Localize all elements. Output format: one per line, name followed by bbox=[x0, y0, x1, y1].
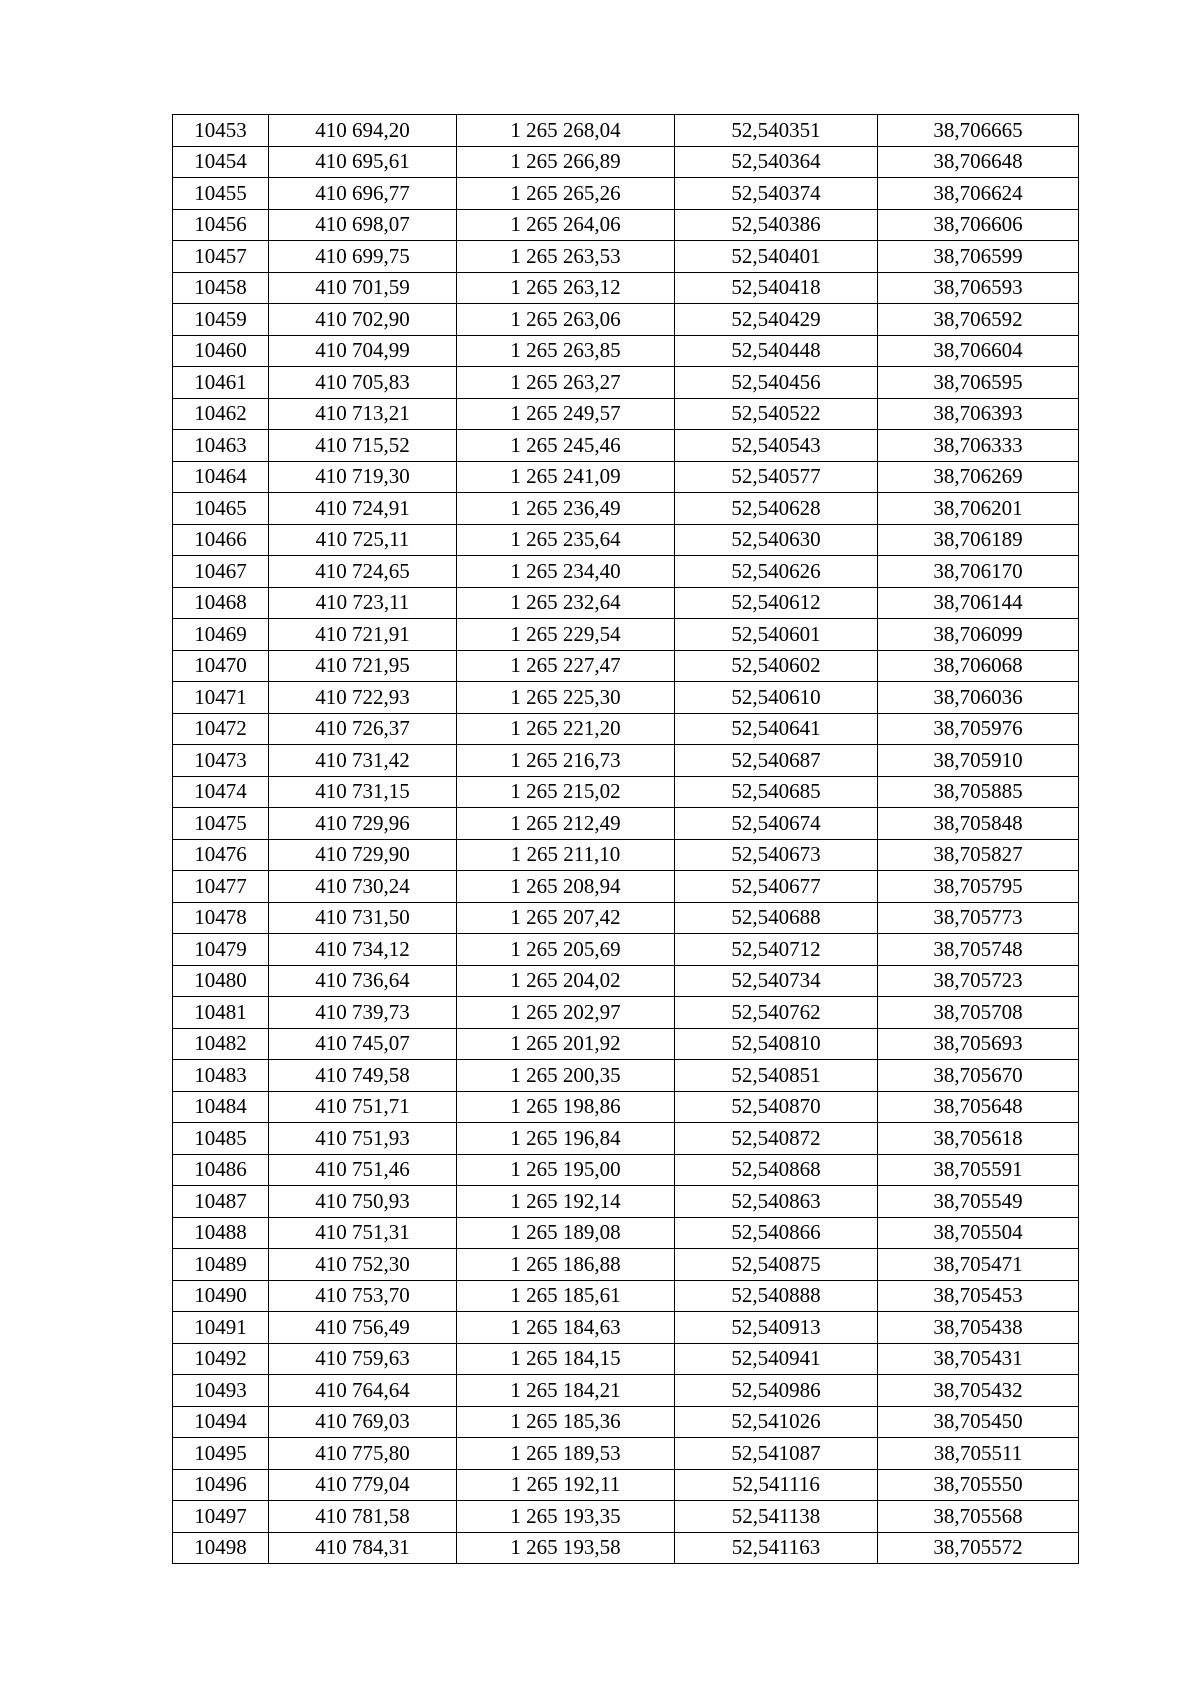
x-coordinate-cell: 410 696,77 bbox=[269, 178, 457, 210]
latitude-cell: 52,540872 bbox=[675, 1123, 878, 1155]
table-row bbox=[173, 335, 1079, 367]
x-coordinate-cell: 410 731,15 bbox=[269, 776, 457, 808]
table-row bbox=[173, 839, 1079, 871]
x-coordinate-cell: 410 721,95 bbox=[269, 650, 457, 682]
point-number-cell: 10464 bbox=[173, 461, 269, 493]
latitude-cell: 52,540712 bbox=[675, 934, 878, 966]
point-number-cell: 10467 bbox=[173, 556, 269, 588]
longitude-cell: 38,705795 bbox=[878, 871, 1079, 903]
longitude-cell: 38,705618 bbox=[878, 1123, 1079, 1155]
y-coordinate-cell: 1 265 263,12 bbox=[457, 272, 675, 304]
point-number-cell: 10469 bbox=[173, 619, 269, 651]
point-number-cell: 10479 bbox=[173, 934, 269, 966]
point-number-cell: 10498 bbox=[173, 1532, 269, 1564]
table-row bbox=[173, 965, 1079, 997]
point-number-cell: 10490 bbox=[173, 1280, 269, 1312]
point-number-cell: 10485 bbox=[173, 1123, 269, 1155]
x-coordinate-cell: 410 724,65 bbox=[269, 556, 457, 588]
longitude-cell: 38,705723 bbox=[878, 965, 1079, 997]
x-coordinate-cell: 410 729,90 bbox=[269, 839, 457, 871]
point-number-cell: 10476 bbox=[173, 839, 269, 871]
latitude-cell: 52,540401 bbox=[675, 241, 878, 273]
point-number-cell: 10460 bbox=[173, 335, 269, 367]
latitude-cell: 52,540543 bbox=[675, 430, 878, 462]
table-row bbox=[173, 1375, 1079, 1407]
longitude-cell: 38,705827 bbox=[878, 839, 1079, 871]
x-coordinate-cell: 410 749,58 bbox=[269, 1060, 457, 1092]
x-coordinate-cell: 410 769,03 bbox=[269, 1406, 457, 1438]
y-coordinate-cell: 1 265 208,94 bbox=[457, 871, 675, 903]
longitude-cell: 38,706393 bbox=[878, 398, 1079, 430]
table-row bbox=[173, 650, 1079, 682]
y-coordinate-cell: 1 265 268,04 bbox=[457, 115, 675, 147]
y-coordinate-cell: 1 265 266,89 bbox=[457, 146, 675, 178]
table-row bbox=[173, 556, 1079, 588]
table-row bbox=[173, 1154, 1079, 1186]
x-coordinate-cell: 410 724,91 bbox=[269, 493, 457, 525]
table-row bbox=[173, 871, 1079, 903]
y-coordinate-cell: 1 265 200,35 bbox=[457, 1060, 675, 1092]
latitude-cell: 52,540870 bbox=[675, 1091, 878, 1123]
longitude-cell: 38,705910 bbox=[878, 745, 1079, 777]
longitude-cell: 38,706036 bbox=[878, 682, 1079, 714]
y-coordinate-cell: 1 265 185,61 bbox=[457, 1280, 675, 1312]
longitude-cell: 38,705432 bbox=[878, 1375, 1079, 1407]
x-coordinate-cell: 410 701,59 bbox=[269, 272, 457, 304]
longitude-cell: 38,706189 bbox=[878, 524, 1079, 556]
point-number-cell: 10465 bbox=[173, 493, 269, 525]
latitude-cell: 52,541116 bbox=[675, 1469, 878, 1501]
longitude-cell: 38,706595 bbox=[878, 367, 1079, 399]
latitude-cell: 52,540602 bbox=[675, 650, 878, 682]
x-coordinate-cell: 410 764,64 bbox=[269, 1375, 457, 1407]
latitude-cell: 52,540851 bbox=[675, 1060, 878, 1092]
table-row bbox=[173, 493, 1079, 525]
latitude-cell: 52,540522 bbox=[675, 398, 878, 430]
x-coordinate-cell: 410 779,04 bbox=[269, 1469, 457, 1501]
y-coordinate-cell: 1 265 263,27 bbox=[457, 367, 675, 399]
x-coordinate-cell: 410 751,46 bbox=[269, 1154, 457, 1186]
y-coordinate-cell: 1 265 195,00 bbox=[457, 1154, 675, 1186]
table-row bbox=[173, 209, 1079, 241]
x-coordinate-cell: 410 731,42 bbox=[269, 745, 457, 777]
table-row bbox=[173, 745, 1079, 777]
longitude-cell: 38,705450 bbox=[878, 1406, 1079, 1438]
point-number-cell: 10453 bbox=[173, 115, 269, 147]
point-number-cell: 10461 bbox=[173, 367, 269, 399]
y-coordinate-cell: 1 265 212,49 bbox=[457, 808, 675, 840]
x-coordinate-cell: 410 745,07 bbox=[269, 1028, 457, 1060]
point-number-cell: 10484 bbox=[173, 1091, 269, 1123]
table-row bbox=[173, 713, 1079, 745]
latitude-cell: 52,540866 bbox=[675, 1217, 878, 1249]
longitude-cell: 38,705670 bbox=[878, 1060, 1079, 1092]
latitude-cell: 52,541087 bbox=[675, 1438, 878, 1470]
latitude-cell: 52,540418 bbox=[675, 272, 878, 304]
table-row bbox=[173, 1532, 1079, 1564]
longitude-cell: 38,706599 bbox=[878, 241, 1079, 273]
point-number-cell: 10487 bbox=[173, 1186, 269, 1218]
point-number-cell: 10495 bbox=[173, 1438, 269, 1470]
y-coordinate-cell: 1 265 205,69 bbox=[457, 934, 675, 966]
latitude-cell: 52,540429 bbox=[675, 304, 878, 336]
y-coordinate-cell: 1 265 263,06 bbox=[457, 304, 675, 336]
longitude-cell: 38,705748 bbox=[878, 934, 1079, 966]
y-coordinate-cell: 1 265 215,02 bbox=[457, 776, 675, 808]
longitude-cell: 38,705438 bbox=[878, 1312, 1079, 1344]
y-coordinate-cell: 1 265 184,15 bbox=[457, 1343, 675, 1375]
table-row bbox=[173, 682, 1079, 714]
y-coordinate-cell: 1 265 193,35 bbox=[457, 1501, 675, 1533]
x-coordinate-cell: 410 719,30 bbox=[269, 461, 457, 493]
y-coordinate-cell: 1 265 227,47 bbox=[457, 650, 675, 682]
longitude-cell: 38,706068 bbox=[878, 650, 1079, 682]
latitude-cell: 52,540630 bbox=[675, 524, 878, 556]
latitude-cell: 52,540863 bbox=[675, 1186, 878, 1218]
x-coordinate-cell: 410 705,83 bbox=[269, 367, 457, 399]
longitude-cell: 38,705591 bbox=[878, 1154, 1079, 1186]
longitude-cell: 38,705693 bbox=[878, 1028, 1079, 1060]
latitude-cell: 52,540577 bbox=[675, 461, 878, 493]
point-number-cell: 10481 bbox=[173, 997, 269, 1029]
longitude-cell: 38,705550 bbox=[878, 1469, 1079, 1501]
point-number-cell: 10496 bbox=[173, 1469, 269, 1501]
latitude-cell: 52,540386 bbox=[675, 209, 878, 241]
table-row bbox=[173, 934, 1079, 966]
latitude-cell: 52,540888 bbox=[675, 1280, 878, 1312]
longitude-cell: 38,705431 bbox=[878, 1343, 1079, 1375]
longitude-cell: 38,705848 bbox=[878, 808, 1079, 840]
table-row bbox=[173, 808, 1079, 840]
table-row bbox=[173, 1280, 1079, 1312]
point-number-cell: 10463 bbox=[173, 430, 269, 462]
longitude-cell: 38,705504 bbox=[878, 1217, 1079, 1249]
point-number-cell: 10478 bbox=[173, 902, 269, 934]
table-row bbox=[173, 398, 1079, 430]
table-row bbox=[173, 1091, 1079, 1123]
point-number-cell: 10486 bbox=[173, 1154, 269, 1186]
x-coordinate-cell: 410 751,71 bbox=[269, 1091, 457, 1123]
coordinates-table bbox=[172, 114, 1079, 1564]
table-row bbox=[173, 1186, 1079, 1218]
longitude-cell: 38,705568 bbox=[878, 1501, 1079, 1533]
x-coordinate-cell: 410 734,12 bbox=[269, 934, 457, 966]
y-coordinate-cell: 1 265 185,36 bbox=[457, 1406, 675, 1438]
longitude-cell: 38,706604 bbox=[878, 335, 1079, 367]
x-coordinate-cell: 410 695,61 bbox=[269, 146, 457, 178]
table-row bbox=[173, 524, 1079, 556]
point-number-cell: 10474 bbox=[173, 776, 269, 808]
y-coordinate-cell: 1 265 207,42 bbox=[457, 902, 675, 934]
latitude-cell: 52,540673 bbox=[675, 839, 878, 871]
x-coordinate-cell: 410 775,80 bbox=[269, 1438, 457, 1470]
y-coordinate-cell: 1 265 186,88 bbox=[457, 1249, 675, 1281]
x-coordinate-cell: 410 723,11 bbox=[269, 587, 457, 619]
x-coordinate-cell: 410 722,93 bbox=[269, 682, 457, 714]
table-row bbox=[173, 619, 1079, 651]
table-row bbox=[173, 1501, 1079, 1533]
x-coordinate-cell: 410 751,93 bbox=[269, 1123, 457, 1155]
longitude-cell: 38,706648 bbox=[878, 146, 1079, 178]
table-row bbox=[173, 241, 1079, 273]
latitude-cell: 52,540687 bbox=[675, 745, 878, 777]
longitude-cell: 38,706592 bbox=[878, 304, 1079, 336]
longitude-cell: 38,705471 bbox=[878, 1249, 1079, 1281]
point-number-cell: 10455 bbox=[173, 178, 269, 210]
point-number-cell: 10491 bbox=[173, 1312, 269, 1344]
y-coordinate-cell: 1 265 225,30 bbox=[457, 682, 675, 714]
latitude-cell: 52,540875 bbox=[675, 1249, 878, 1281]
latitude-cell: 52,540688 bbox=[675, 902, 878, 934]
table-row bbox=[173, 1217, 1079, 1249]
table-row bbox=[173, 1312, 1079, 1344]
table-row bbox=[173, 1406, 1079, 1438]
latitude-cell: 52,540448 bbox=[675, 335, 878, 367]
latitude-cell: 52,540734 bbox=[675, 965, 878, 997]
table-row bbox=[173, 997, 1079, 1029]
table-row bbox=[173, 304, 1079, 336]
y-coordinate-cell: 1 265 189,53 bbox=[457, 1438, 675, 1470]
longitude-cell: 38,706170 bbox=[878, 556, 1079, 588]
latitude-cell: 52,540351 bbox=[675, 115, 878, 147]
table-row bbox=[173, 1060, 1079, 1092]
y-coordinate-cell: 1 265 211,10 bbox=[457, 839, 675, 871]
latitude-cell: 52,540628 bbox=[675, 493, 878, 525]
latitude-cell: 52,541163 bbox=[675, 1532, 878, 1564]
latitude-cell: 52,540913 bbox=[675, 1312, 878, 1344]
y-coordinate-cell: 1 265 192,14 bbox=[457, 1186, 675, 1218]
point-number-cell: 10477 bbox=[173, 871, 269, 903]
latitude-cell: 52,540986 bbox=[675, 1375, 878, 1407]
x-coordinate-cell: 410 781,58 bbox=[269, 1501, 457, 1533]
table-row bbox=[173, 115, 1079, 147]
latitude-cell: 52,540374 bbox=[675, 178, 878, 210]
y-coordinate-cell: 1 265 189,08 bbox=[457, 1217, 675, 1249]
latitude-cell: 52,540685 bbox=[675, 776, 878, 808]
point-number-cell: 10459 bbox=[173, 304, 269, 336]
y-coordinate-cell: 1 265 193,58 bbox=[457, 1532, 675, 1564]
y-coordinate-cell: 1 265 265,26 bbox=[457, 178, 675, 210]
latitude-cell: 52,540601 bbox=[675, 619, 878, 651]
x-coordinate-cell: 410 698,07 bbox=[269, 209, 457, 241]
coordinates-table-body bbox=[173, 115, 1079, 1564]
y-coordinate-cell: 1 265 204,02 bbox=[457, 965, 675, 997]
x-coordinate-cell: 410 715,52 bbox=[269, 430, 457, 462]
latitude-cell: 52,540674 bbox=[675, 808, 878, 840]
longitude-cell: 38,705885 bbox=[878, 776, 1079, 808]
y-coordinate-cell: 1 265 249,57 bbox=[457, 398, 675, 430]
latitude-cell: 52,540868 bbox=[675, 1154, 878, 1186]
table-row bbox=[173, 272, 1079, 304]
table-row bbox=[173, 146, 1079, 178]
point-number-cell: 10462 bbox=[173, 398, 269, 430]
point-number-cell: 10482 bbox=[173, 1028, 269, 1060]
table-row bbox=[173, 587, 1079, 619]
table-row bbox=[173, 178, 1079, 210]
x-coordinate-cell: 410 694,20 bbox=[269, 115, 457, 147]
table-row bbox=[173, 1028, 1079, 1060]
x-coordinate-cell: 410 759,63 bbox=[269, 1343, 457, 1375]
point-number-cell: 10456 bbox=[173, 209, 269, 241]
y-coordinate-cell: 1 265 221,20 bbox=[457, 713, 675, 745]
point-number-cell: 10468 bbox=[173, 587, 269, 619]
point-number-cell: 10489 bbox=[173, 1249, 269, 1281]
x-coordinate-cell: 410 784,31 bbox=[269, 1532, 457, 1564]
point-number-cell: 10457 bbox=[173, 241, 269, 273]
y-coordinate-cell: 1 265 184,21 bbox=[457, 1375, 675, 1407]
table-row bbox=[173, 430, 1079, 462]
longitude-cell: 38,705549 bbox=[878, 1186, 1079, 1218]
y-coordinate-cell: 1 265 236,49 bbox=[457, 493, 675, 525]
point-number-cell: 10497 bbox=[173, 1501, 269, 1533]
latitude-cell: 52,540941 bbox=[675, 1343, 878, 1375]
longitude-cell: 38,705572 bbox=[878, 1532, 1079, 1564]
y-coordinate-cell: 1 265 245,46 bbox=[457, 430, 675, 462]
table-row bbox=[173, 1469, 1079, 1501]
point-number-cell: 10492 bbox=[173, 1343, 269, 1375]
longitude-cell: 38,706624 bbox=[878, 178, 1079, 210]
y-coordinate-cell: 1 265 196,84 bbox=[457, 1123, 675, 1155]
latitude-cell: 52,540364 bbox=[675, 146, 878, 178]
latitude-cell: 52,540762 bbox=[675, 997, 878, 1029]
point-number-cell: 10473 bbox=[173, 745, 269, 777]
latitude-cell: 52,540810 bbox=[675, 1028, 878, 1060]
y-coordinate-cell: 1 265 241,09 bbox=[457, 461, 675, 493]
y-coordinate-cell: 1 265 232,64 bbox=[457, 587, 675, 619]
x-coordinate-cell: 410 699,75 bbox=[269, 241, 457, 273]
y-coordinate-cell: 1 265 216,73 bbox=[457, 745, 675, 777]
x-coordinate-cell: 410 730,24 bbox=[269, 871, 457, 903]
y-coordinate-cell: 1 265 201,92 bbox=[457, 1028, 675, 1060]
point-number-cell: 10494 bbox=[173, 1406, 269, 1438]
table-row bbox=[173, 1123, 1079, 1155]
x-coordinate-cell: 410 751,31 bbox=[269, 1217, 457, 1249]
longitude-cell: 38,706333 bbox=[878, 430, 1079, 462]
point-number-cell: 10454 bbox=[173, 146, 269, 178]
point-number-cell: 10493 bbox=[173, 1375, 269, 1407]
table-row bbox=[173, 1249, 1079, 1281]
table-row bbox=[173, 776, 1079, 808]
point-number-cell: 10458 bbox=[173, 272, 269, 304]
y-coordinate-cell: 1 265 263,53 bbox=[457, 241, 675, 273]
y-coordinate-cell: 1 265 184,63 bbox=[457, 1312, 675, 1344]
latitude-cell: 52,540612 bbox=[675, 587, 878, 619]
longitude-cell: 38,706144 bbox=[878, 587, 1079, 619]
longitude-cell: 38,706099 bbox=[878, 619, 1079, 651]
point-number-cell: 10466 bbox=[173, 524, 269, 556]
point-number-cell: 10472 bbox=[173, 713, 269, 745]
point-number-cell: 10471 bbox=[173, 682, 269, 714]
y-coordinate-cell: 1 265 264,06 bbox=[457, 209, 675, 241]
longitude-cell: 38,706593 bbox=[878, 272, 1079, 304]
latitude-cell: 52,540677 bbox=[675, 871, 878, 903]
x-coordinate-cell: 410 721,91 bbox=[269, 619, 457, 651]
longitude-cell: 38,705773 bbox=[878, 902, 1079, 934]
x-coordinate-cell: 410 736,64 bbox=[269, 965, 457, 997]
table-row bbox=[173, 1438, 1079, 1470]
latitude-cell: 52,540610 bbox=[675, 682, 878, 714]
point-number-cell: 10488 bbox=[173, 1217, 269, 1249]
x-coordinate-cell: 410 752,30 bbox=[269, 1249, 457, 1281]
x-coordinate-cell: 410 725,11 bbox=[269, 524, 457, 556]
x-coordinate-cell: 410 704,99 bbox=[269, 335, 457, 367]
longitude-cell: 38,705453 bbox=[878, 1280, 1079, 1312]
longitude-cell: 38,705976 bbox=[878, 713, 1079, 745]
latitude-cell: 52,541138 bbox=[675, 1501, 878, 1533]
longitude-cell: 38,705648 bbox=[878, 1091, 1079, 1123]
x-coordinate-cell: 410 731,50 bbox=[269, 902, 457, 934]
longitude-cell: 38,705708 bbox=[878, 997, 1079, 1029]
y-coordinate-cell: 1 265 234,40 bbox=[457, 556, 675, 588]
x-coordinate-cell: 410 713,21 bbox=[269, 398, 457, 430]
longitude-cell: 38,706201 bbox=[878, 493, 1079, 525]
table-row bbox=[173, 1343, 1079, 1375]
y-coordinate-cell: 1 265 263,85 bbox=[457, 335, 675, 367]
x-coordinate-cell: 410 726,37 bbox=[269, 713, 457, 745]
longitude-cell: 38,706606 bbox=[878, 209, 1079, 241]
latitude-cell: 52,540641 bbox=[675, 713, 878, 745]
y-coordinate-cell: 1 265 192,11 bbox=[457, 1469, 675, 1501]
latitude-cell: 52,541026 bbox=[675, 1406, 878, 1438]
longitude-cell: 38,705511 bbox=[878, 1438, 1079, 1470]
x-coordinate-cell: 410 729,96 bbox=[269, 808, 457, 840]
y-coordinate-cell: 1 265 198,86 bbox=[457, 1091, 675, 1123]
point-number-cell: 10475 bbox=[173, 808, 269, 840]
x-coordinate-cell: 410 756,49 bbox=[269, 1312, 457, 1344]
longitude-cell: 38,706665 bbox=[878, 115, 1079, 147]
y-coordinate-cell: 1 265 229,54 bbox=[457, 619, 675, 651]
x-coordinate-cell: 410 739,73 bbox=[269, 997, 457, 1029]
table-row bbox=[173, 367, 1079, 399]
y-coordinate-cell: 1 265 202,97 bbox=[457, 997, 675, 1029]
table-row bbox=[173, 461, 1079, 493]
y-coordinate-cell: 1 265 235,64 bbox=[457, 524, 675, 556]
latitude-cell: 52,540456 bbox=[675, 367, 878, 399]
x-coordinate-cell: 410 750,93 bbox=[269, 1186, 457, 1218]
point-number-cell: 10483 bbox=[173, 1060, 269, 1092]
x-coordinate-cell: 410 702,90 bbox=[269, 304, 457, 336]
x-coordinate-cell: 410 753,70 bbox=[269, 1280, 457, 1312]
latitude-cell: 52,540626 bbox=[675, 556, 878, 588]
point-number-cell: 10480 bbox=[173, 965, 269, 997]
table-row bbox=[173, 902, 1079, 934]
point-number-cell: 10470 bbox=[173, 650, 269, 682]
longitude-cell: 38,706269 bbox=[878, 461, 1079, 493]
